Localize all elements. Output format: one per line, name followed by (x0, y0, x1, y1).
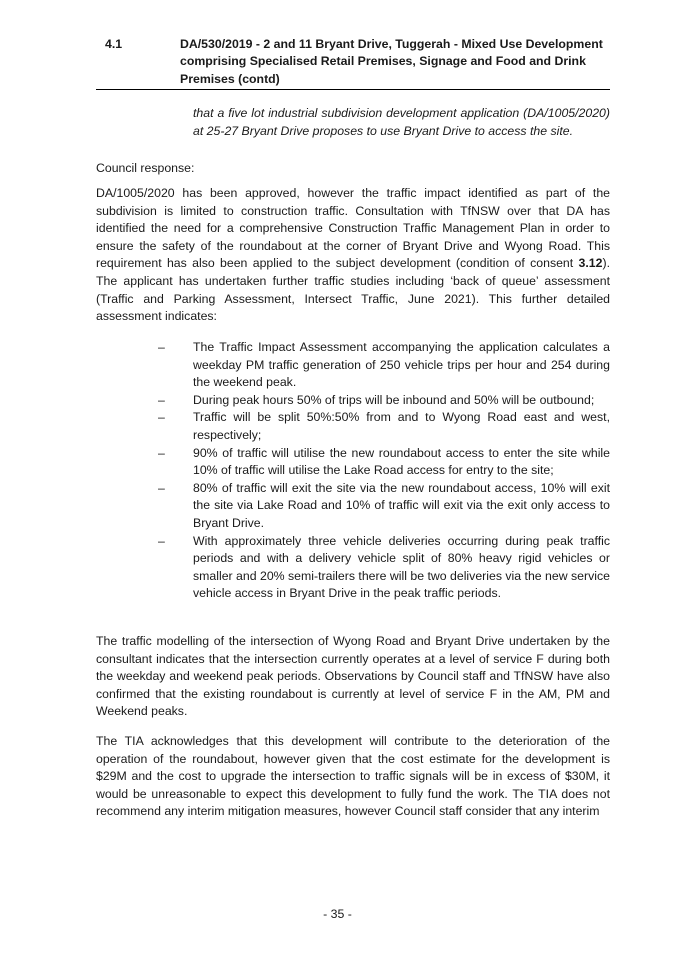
quoted-submission: that a five lot industrial subdivision development application (DA/1005/2020) at 25-27 Bryant Drive proposes to use Bryant Drive to access the site. (193, 106, 610, 138)
council-response-paragraph (96, 185, 610, 326)
assessment-findings-list (96, 339, 610, 603)
bullet-dash: – (158, 445, 165, 460)
tia-paragraph: The TIA acknowledges that this development will contribute to the deterioration of the operation of the roundabout, however given that the cost estimate for the development is $29M and the cost to upgrade the intersection to traffic signals will be in excess of $30M, it would be unreasonable to expect this development to fully fund the work. The TIA does not recommend any interim mitigation measures, however Council staff consider that any interim (96, 734, 610, 819)
list-item-text: With approximately three vehicle deliveries occurring during peak traffic periods and with a delivery vehicle split of 80% heavy rigid vehicles or smaller and 20% semi-trailers there will be two deliveries via the new service vehicle access in Bryant Drive in the peak traffic periods. (193, 533, 610, 601)
list-item (96, 480, 610, 533)
item-number: 4.1 (105, 37, 123, 51)
paragraph-text-before: DA/1005/2020 has been approved, however the traffic impact identified as part of the subdivision is limited to construction traffic. Consultation with TfNSW over that DA has identified the need for a comprehensive Construction Traffic Management Plan in order to ensure the safety of the roundabout at the corner of Bryant Drive and Wyong Road. This requirement has also been applied to the subject development (condition of consent (96, 186, 610, 271)
paragraph-text-after: ). The applicant has undertaken further traffic studies including ‘back of queue’ assessment (Traffic and Parking Assessment, Intersect Traffic, June 2021). This further detailed assessment indicates: (96, 256, 610, 324)
list-item (96, 392, 610, 410)
list-item-text: 90% of traffic will utilise the new roundabout access to enter the site while 10% of traffic will utilise the Lake Road access for entry to the site; (193, 445, 610, 478)
list-item (96, 339, 610, 392)
list-item (96, 533, 610, 603)
council-response-label: Council response: (96, 161, 195, 175)
item-header (96, 36, 610, 90)
bullet-dash: – (158, 533, 165, 548)
item-title: DA/530/2019 - 2 and 11 Bryant Drive, Tuggerah - Mixed Use Development comprising Specialised Retail Premises, Signage and Food and Drink Premises (contd) (180, 37, 603, 86)
bullet-dash: – (158, 480, 165, 495)
list-item-text: Traffic will be split 50%:50% from and to Wyong Road east and west, respectively; (193, 410, 610, 442)
bullet-dash: – (158, 392, 165, 407)
condition-reference: 3.12 (578, 256, 603, 271)
page-number: - 35 - (323, 907, 352, 921)
list-item (96, 409, 610, 444)
list-item-text: During peak hours 50% of trips will be inbound and 50% will be outbound; (193, 392, 595, 407)
bullet-dash: – (158, 340, 165, 354)
bullet-dash: – (158, 410, 165, 425)
list-item (96, 445, 610, 480)
traffic-modelling-paragraph: The traffic modelling of the intersection of Wyong Road and Bryant Drive undertaken by the consultant indicates that the intersection currently operates at a level of service F during both the weekday and weekend peak periods. Observations by Council staff and TfNSW have also confirmed that the existing roundabout is currently at level of service F in the AM, PM and Weekend peaks. (96, 634, 610, 719)
list-item-text: The Traffic Impact Assessment accompanying the application calculates a weekday PM traffic generation of 250 vehicle trips per hour and 254 during the weekend peak. (193, 340, 610, 390)
list-item-text: 80% of traffic will exit the site via the new roundabout access, 10% will exit the site via Lake Road and 10% of traffic will exit via the exit only access to Bryant Drive. (193, 480, 610, 530)
